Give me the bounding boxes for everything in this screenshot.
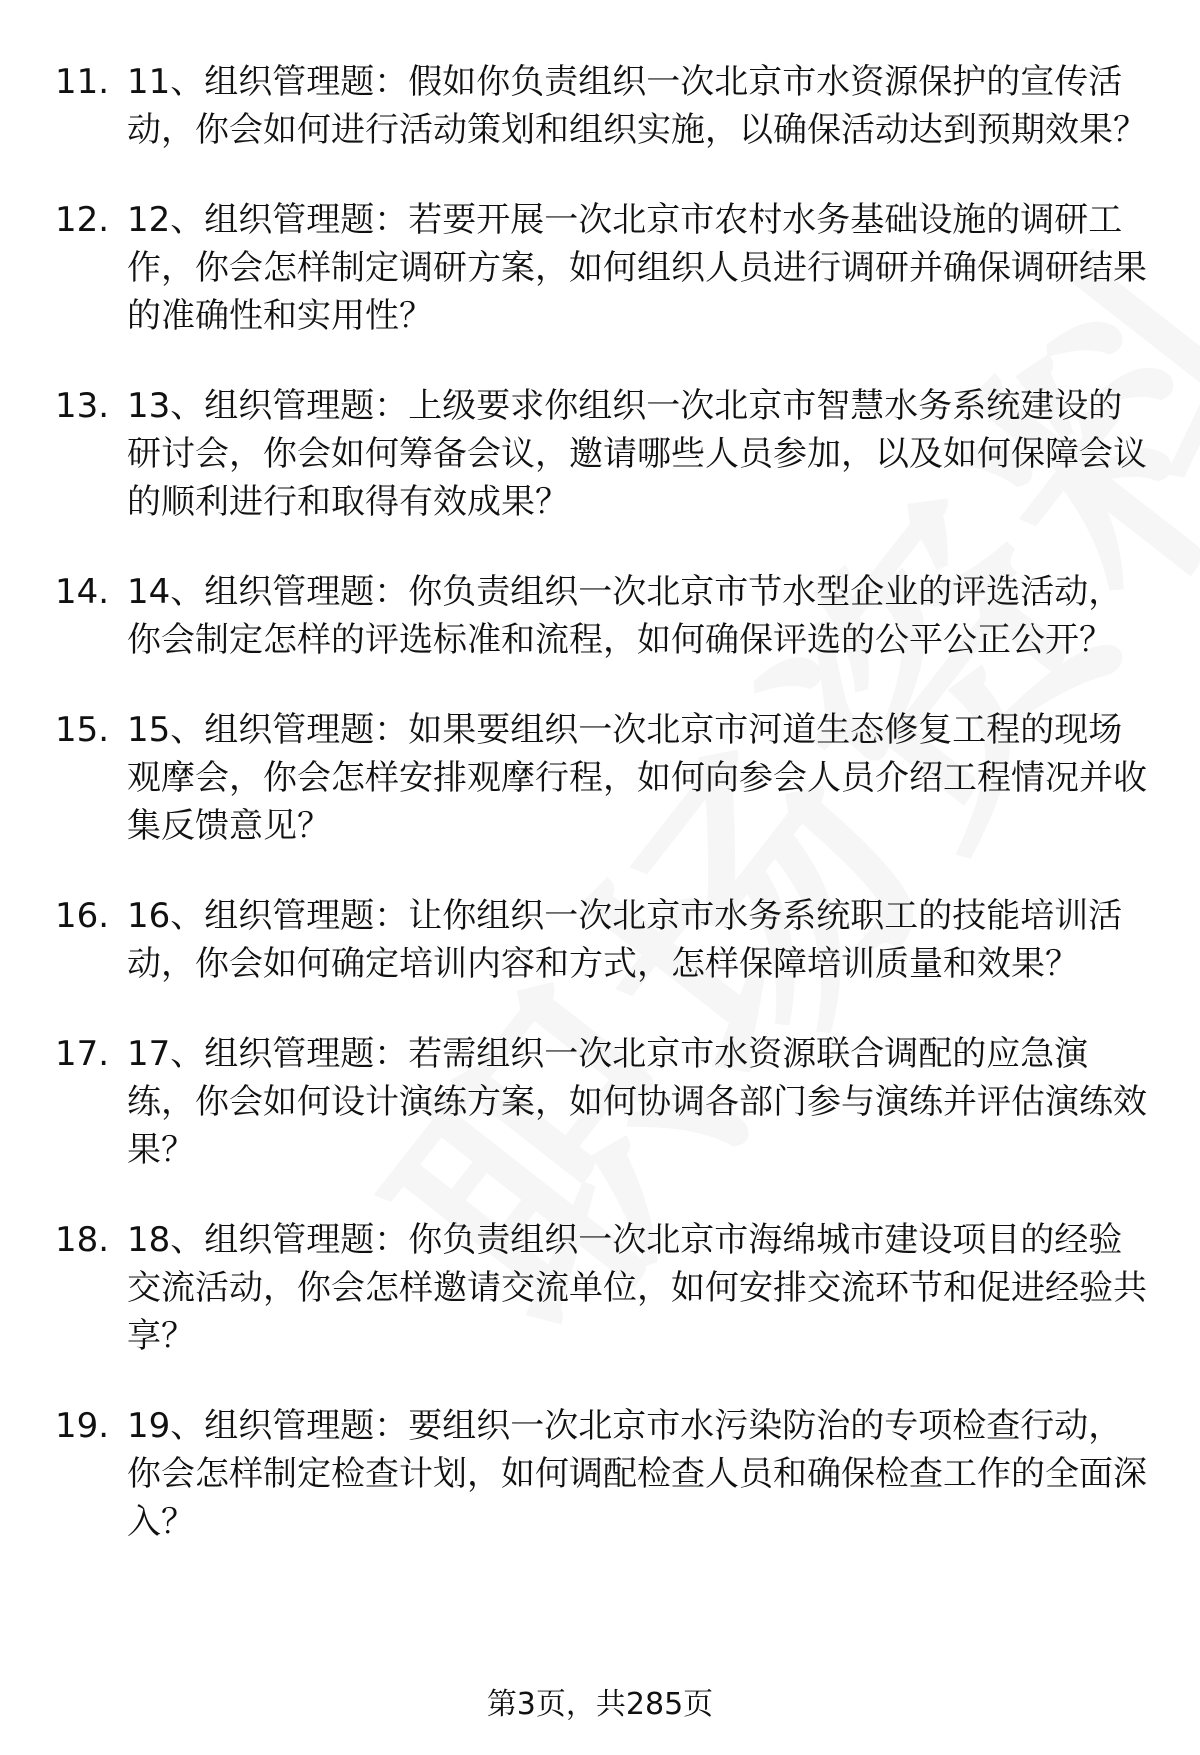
question-number: 16. — [55, 896, 110, 936]
question-text: 16、组织管理题：让你组织一次北京市水务系统职工的技能培训活动，你会如何确定培训内容和方式，怎样保障培训质量和效果？ — [127, 896, 1123, 984]
question-number: 19. — [55, 1406, 110, 1446]
question-item — [55, 1216, 1150, 1360]
question-number: 15. — [55, 710, 110, 750]
question-text: 12、组织管理题：若要开展一次北京市农村水务基础设施的调研工作，你会怎样制定调研方案，如何组织人员进行调研并确保调研结果的准确性和实用性？ — [127, 200, 1147, 336]
question-text: 15、组织管理题：如果要组织一次北京市河道生态修复工程的现场观摩会，你会怎样安排观摩行程，如何向参会人员介绍工程情况并收集反馈意见？ — [127, 710, 1147, 846]
question-text: 19、组织管理题：要组织一次北京市水污染防治的专项检查行动，你会怎样制定检查计划，如何调配检查人员和确保检查工作的全面深入？ — [127, 1406, 1147, 1542]
question-number: 13. — [55, 386, 110, 426]
question-item — [55, 1030, 1150, 1174]
question-text: 17、组织管理题：若需组织一次北京市水资源联合调配的应急演练，你会如何设计演练方案，如何协调各部门参与演练并评估演练效果？ — [127, 1034, 1147, 1170]
question-item — [55, 58, 1150, 154]
question-text: 11、组织管理题：假如你负责组织一次北京市水资源保护的宣传活动，你会如何进行活动策划和组织实施，以确保活动达到预期效果？ — [127, 62, 1147, 150]
question-text: 18、组织管理题：你负责组织一次北京市海绵城市建设项目的经验交流活动，你会怎样邀请交流单位，如何安排交流环节和促进经验共享？ — [127, 1220, 1147, 1356]
question-item — [55, 892, 1150, 988]
question-item — [55, 382, 1150, 526]
question-item — [55, 1402, 1150, 1546]
question-item — [55, 706, 1150, 850]
question-text: 13、组织管理题：上级要求你组织一次北京市智慧水务系统建设的研讨会，你会如何筹备会议，邀请哪些人员参加，以及如何保障会议的顺利进行和取得有效成果？ — [127, 386, 1147, 522]
question-list — [55, 58, 1150, 1588]
question-number: 14. — [55, 572, 110, 612]
question-text: 14、组织管理题：你负责组织一次北京市节水型企业的评选活动，你会制定怎样的评选标准和流程，如何确保评选的公平公正公开？ — [127, 572, 1123, 660]
question-number: 12. — [55, 200, 110, 240]
question-number: 17. — [55, 1034, 110, 1074]
page-footer: 第3页，共285页 — [486, 1687, 714, 1722]
question-item — [55, 568, 1150, 664]
question-number: 11. — [55, 62, 110, 102]
question-number: 18. — [55, 1220, 110, 1260]
question-item — [55, 196, 1150, 340]
